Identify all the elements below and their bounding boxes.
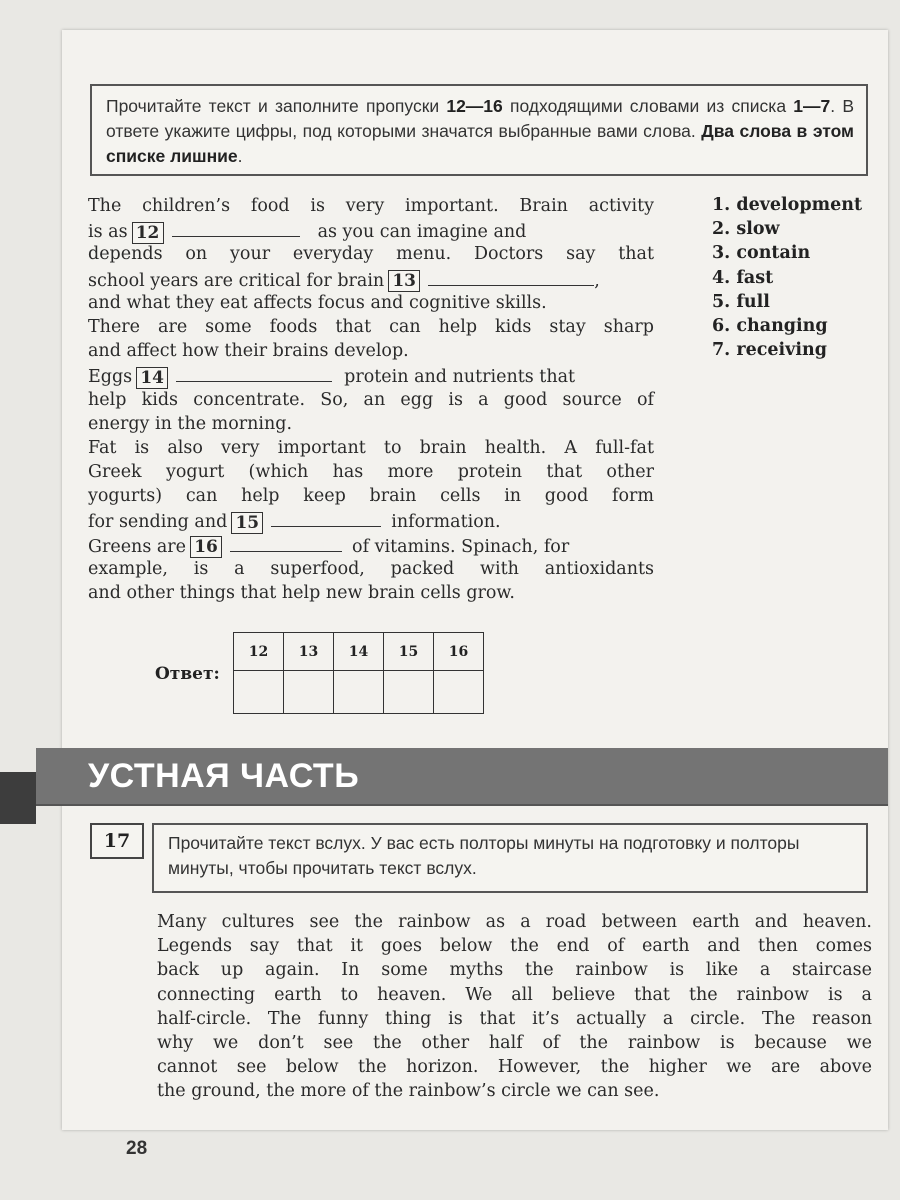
text-line: yogurts) can help keep brain cells in good form	[88, 486, 654, 507]
answer-header-cell: 13	[284, 633, 334, 671]
instruction-range: 12—16	[446, 96, 503, 116]
gap-blank-16[interactable]	[230, 533, 342, 552]
answer-header-cell: 15	[384, 633, 434, 671]
gap-blank-13[interactable]	[428, 267, 594, 286]
gap-number-14: 14	[136, 367, 168, 389]
answer-label: Ответ:	[155, 664, 220, 684]
text-line: and affect how their brains develop.	[88, 341, 409, 362]
gap-blank-14[interactable]	[176, 363, 332, 382]
answer-input-cell[interactable]	[434, 671, 484, 714]
reading-line: connecting earth to heaven. We all believe that the rainbow is a	[157, 984, 872, 1005]
text-line: Fat is also very important to brain health. A full-fat	[88, 437, 654, 458]
answer-input-cell[interactable]	[234, 671, 284, 714]
gap-number-12: 12	[132, 222, 164, 244]
word-option: 2. slow	[712, 219, 780, 240]
text-line: and other things that help new brain cells grow.	[88, 583, 515, 603]
gap-number-13: 13	[388, 270, 420, 292]
reading-text	[157, 910, 872, 1104]
instruction-text: .	[237, 146, 243, 166]
section-banner-tab	[0, 772, 36, 824]
word-option: 3. contain	[712, 243, 811, 264]
task-17-instruction: Прочитайте текст вслух. У вас есть полторы минуты на подготовку и полторы минуты, чтобы прочитать текст вслух.	[152, 823, 868, 893]
text-line: Greek yogurt (which has more protein that other	[88, 462, 654, 483]
text-line: and what they eat affects focus and cognitive skills.	[88, 292, 547, 313]
word-option: 5. full	[712, 291, 770, 312]
gap-blank-12[interactable]	[172, 218, 300, 237]
instruction-text: Прочитайте текст и заполните пропуски	[106, 96, 447, 116]
section-banner	[36, 748, 888, 804]
gap-number-16: 16	[190, 536, 222, 558]
page-number: 28	[126, 1138, 148, 1159]
text-line: for sending and 15 information.	[88, 508, 654, 532]
reading-line: Many cultures see the rainbow as a road between earth and heaven.	[157, 912, 872, 932]
answer-input-cell[interactable]	[334, 671, 384, 714]
word-option: 1. development	[712, 195, 863, 215]
text-line: energy in the morning.	[88, 413, 293, 434]
instruction-note: Два слова в этом списке лишние	[106, 121, 854, 166]
task-number-17: 17	[90, 823, 144, 859]
text-line: example, is a superfood, packed with antioxidants	[88, 558, 654, 579]
word-options-list	[712, 193, 882, 362]
word-option: 4. fast	[712, 267, 774, 288]
task-12-16-instruction	[90, 84, 868, 176]
gap-blank-15[interactable]	[271, 508, 381, 527]
answer-header-cell: 14	[334, 633, 384, 671]
instruction-list-range: 1—7	[793, 96, 831, 116]
gap-fill-text	[88, 194, 654, 605]
text-line: The children’s food is very important. Brain activity	[88, 196, 654, 216]
reading-line: Legends say that it goes below the end of earth and then comes	[157, 936, 872, 957]
text-line: Greens are 16 of vitamins. Spinach, for	[88, 533, 654, 557]
text-line: There are some foods that can help kids stay sharp	[88, 316, 654, 337]
word-option: 6. changing	[712, 315, 828, 336]
instruction-text: . В ответе укажите цифры, под которыми значатся выбранные вами слова.	[106, 96, 854, 141]
gap-number-15: 15	[231, 512, 263, 534]
section-title: УСТНАЯ ЧАСТЬ	[88, 757, 360, 795]
reading-line: back up again. In some myths the rainbow is like a staircase	[157, 960, 872, 981]
answer-table	[233, 632, 484, 714]
answer-input-cell[interactable]	[384, 671, 434, 714]
answer-header-cell: 16	[434, 633, 484, 671]
text-line: depends on your everyday menu. Doctors say that	[88, 244, 654, 265]
text-line: is as 12 as you can imagine and	[88, 218, 654, 242]
text-line: school years are critical for brain 13 ,	[88, 267, 654, 291]
text-line: Eggs 14 protein and nutrients that	[88, 363, 654, 387]
reading-line: cannot see below the horizon. However, the higher we are above	[157, 1057, 872, 1078]
reading-line: half-circle. The funny thing is that it’s actually a circle. The reason	[157, 1008, 872, 1029]
reading-line: why we don’t see the other half of the rainbow is because we	[157, 1032, 872, 1053]
answer-header-cell: 12	[234, 633, 284, 671]
text-line: help kids concentrate. So, an egg is a good source of	[88, 389, 654, 410]
word-option: 7. receiving	[712, 340, 827, 361]
answer-input-cell[interactable]	[284, 671, 334, 714]
reading-line: the ground, the more of the rainbow’s circle we can see.	[157, 1081, 660, 1102]
instruction-text: подходящими словами из списка	[502, 96, 794, 116]
